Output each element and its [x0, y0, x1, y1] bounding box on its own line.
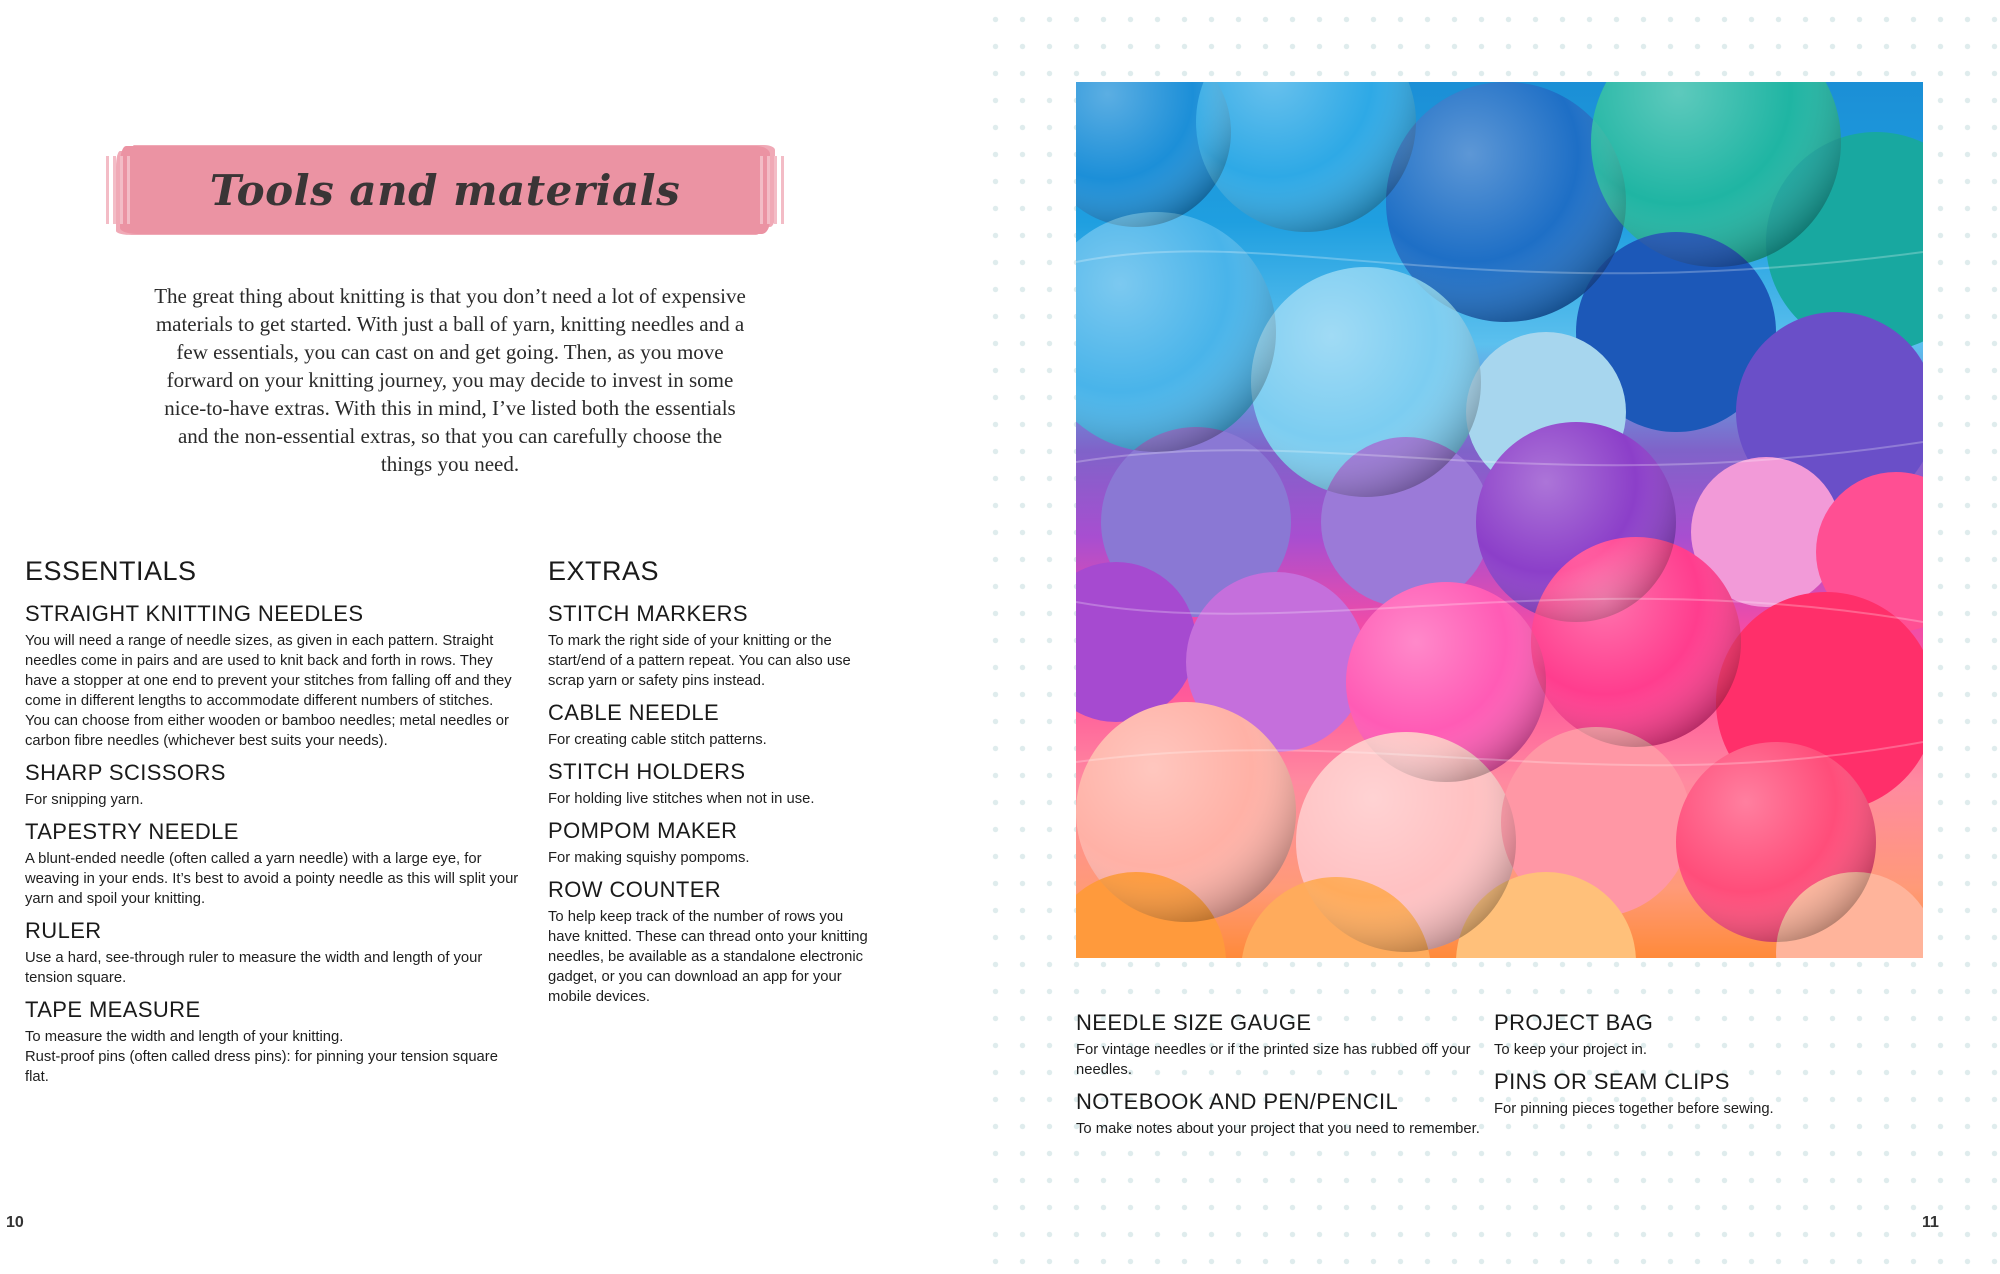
list-item — [548, 700, 878, 750]
item-text-extra: Rust-proof pins (often called dress pins): for pinning your tension square flat. — [25, 1049, 498, 1085]
item-text: For snipping yarn. — [25, 792, 144, 808]
extras-column — [548, 556, 878, 1016]
right-column-1 — [1076, 1010, 1486, 1148]
page-number-left: 10 — [6, 1214, 24, 1231]
item-text: To measure the width and length of your knitting. — [25, 1029, 344, 1045]
list-item — [548, 818, 878, 868]
list-item — [548, 601, 878, 691]
yarn-balls-illustration — [1076, 82, 1923, 958]
item-text: To make notes about your project that you need to remember. — [1076, 1121, 1480, 1137]
yarn-balls-photo — [1076, 82, 1923, 958]
extras-heading: EXTRAS — [548, 556, 660, 586]
list-item — [548, 759, 878, 809]
right-column-2 — [1494, 1010, 1824, 1128]
item-title: NOTEBOOK AND PEN/PENCIL — [1076, 1089, 1399, 1114]
list-item — [25, 918, 520, 988]
item-title: STITCH MARKERS — [548, 601, 748, 626]
item-text: To mark the right side of your knitting or the start/end of a pattern repeat. You can also use scrap yarn or safety pins instead. — [548, 633, 851, 689]
item-title: ROW COUNTER — [548, 877, 722, 902]
list-item — [1076, 1089, 1486, 1139]
item-title: PINS OR SEAM CLIPS — [1494, 1069, 1730, 1094]
item-text: You will need a range of needle sizes, as given in each pattern. Straight needles come in pairs and are used to knit back and forth in rows. They have a stopper at one end to prevent your stitches from falling off and they come in different lengths to accommodate different numbers of stitches. You can choose from either wooden or bamboo needles; metal needles or carbon fibre needles (whichever best suits your needs). — [25, 633, 512, 749]
list-item — [548, 877, 878, 1007]
item-title: STRAIGHT KNITTING NEEDLES — [25, 601, 364, 626]
list-item — [25, 997, 520, 1087]
item-title: TAPE MEASURE — [25, 997, 201, 1022]
page-number-right: 11 — [1922, 1214, 1939, 1231]
list-item — [25, 819, 520, 909]
item-title: POMPOM MAKER — [548, 818, 738, 843]
item-title: STITCH HOLDERS — [548, 759, 746, 784]
title-banner — [120, 146, 770, 234]
list-item — [25, 601, 520, 751]
item-text: For making squishy pompoms. — [548, 850, 750, 866]
item-title: CABLE NEEDLE — [548, 700, 720, 725]
item-title: TAPESTRY NEEDLE — [25, 819, 239, 844]
item-text: For vintage needles or if the printed size has rubbed off your needles. — [1076, 1042, 1471, 1078]
essentials-heading: ESSENTIALS — [25, 556, 197, 586]
item-text: For pinning pieces together before sewing. — [1494, 1101, 1774, 1117]
item-title: NEEDLE SIZE GAUGE — [1076, 1010, 1312, 1035]
right-page — [976, 0, 2000, 1274]
item-text: To keep your project in. — [1494, 1042, 1647, 1058]
item-title: RULER — [25, 918, 102, 943]
item-text: Use a hard, see-through ruler to measure the width and length of your tension square. — [25, 950, 483, 986]
item-text: For creating cable stitch patterns. — [548, 732, 767, 748]
list-item — [1494, 1069, 1824, 1119]
page-title: Tools and materials — [209, 165, 681, 215]
item-title: PROJECT BAG — [1494, 1010, 1654, 1035]
left-page — [0, 0, 976, 1274]
item-text: To help keep track of the number of rows you have knitted. These can thread onto your knitting needles, be available as a standalone electronic gadget, or you can download an app for your mobile devices. — [548, 909, 868, 1005]
list-item — [25, 760, 520, 810]
list-item — [1076, 1010, 1486, 1080]
essentials-column — [25, 556, 520, 1096]
item-title: SHARP SCISSORS — [25, 760, 226, 785]
list-item — [1494, 1010, 1824, 1060]
intro-paragraph: The great thing about knitting is that you don’t need a lot of expensive materials to get started. With just a ball of yarn, knitting needles and a few essentials, you can cast on and get going. Then, as you move forward on your knitting journey, you may decide to invest in some nice-to-have extras. With this in mind, I’ve listed both the essentials and the non-essential extras, so that you can carefully choose the things you need. — [154, 284, 746, 476]
item-text: A blunt-ended needle (often called a yarn needle) with a large eye, for weaving in your ends. It’s best to avoid a pointy needle as this will split your yarn and spoil your knitting. — [25, 851, 519, 907]
item-text: For holding live stitches when not in use. — [548, 791, 815, 807]
